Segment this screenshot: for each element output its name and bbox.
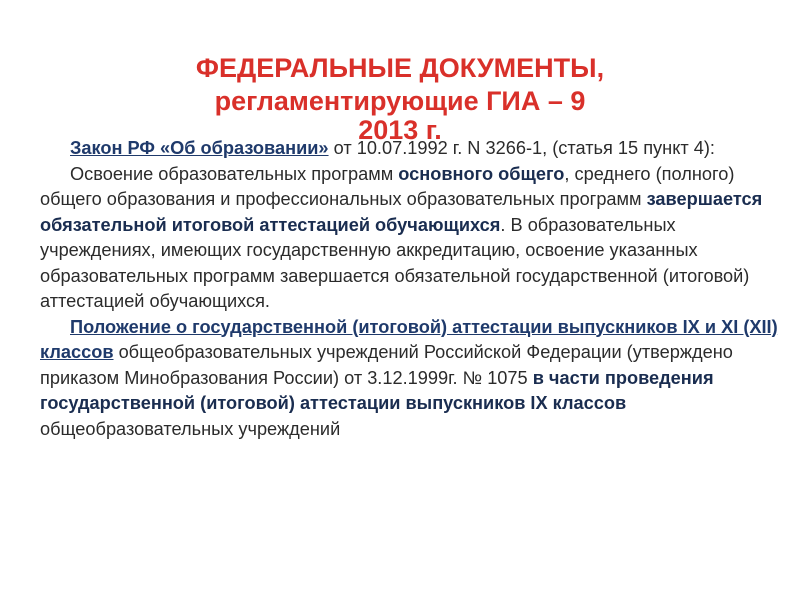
paragraph-regulation xyxy=(40,315,782,443)
regulation-text-1: общеобразовательных учреждений Российской Федерации (утверждено приказом Минобразования России) от 3.12.1999г. № 1075 xyxy=(40,342,733,388)
law-details: от 10.07.1992 г. N 3266-1, (статья 15 пункт 4): xyxy=(328,138,715,158)
requirements-bold-2: завершается обязательной итоговой аттестацией обучающихся xyxy=(40,189,763,235)
slide-body xyxy=(40,136,782,442)
requirements-bold-1: основного общего xyxy=(398,163,565,184)
law-name-link[interactable]: Закон РФ «Об образовании» xyxy=(70,138,329,158)
requirements-text-2: , среднего (полного) общего образования и профессиональных образовательных программ xyxy=(40,163,735,209)
paragraph-requirements xyxy=(40,162,782,315)
regulation-name-link[interactable]: Положение о государственной (итоговой) аттестации выпускников IX и XI (XII) классов xyxy=(40,316,778,362)
title-line-1: ФЕДЕРАЛЬНЫЕ ДОКУМЕНТЫ, xyxy=(195,53,605,83)
title-line-2: регламентирующие ГИА – 9 xyxy=(214,86,586,116)
requirements-text-1: Освоение образовательных программ xyxy=(70,163,399,184)
requirements-text-3: . В образовательных учреждениях, имеющих государственную аккредитацию, освоение указанных образовательных программ завершается обязательной государственной (итоговой) аттестацией обучающихся. xyxy=(40,214,750,311)
paragraph-law xyxy=(40,136,782,162)
title-line-3: 2013 г. xyxy=(358,115,442,145)
regulation-text-2: общеобразовательных учреждений xyxy=(40,418,341,439)
regulation-bold-1: в части проведения государственной (итоговой) аттестации выпускников IX классов xyxy=(40,367,714,413)
